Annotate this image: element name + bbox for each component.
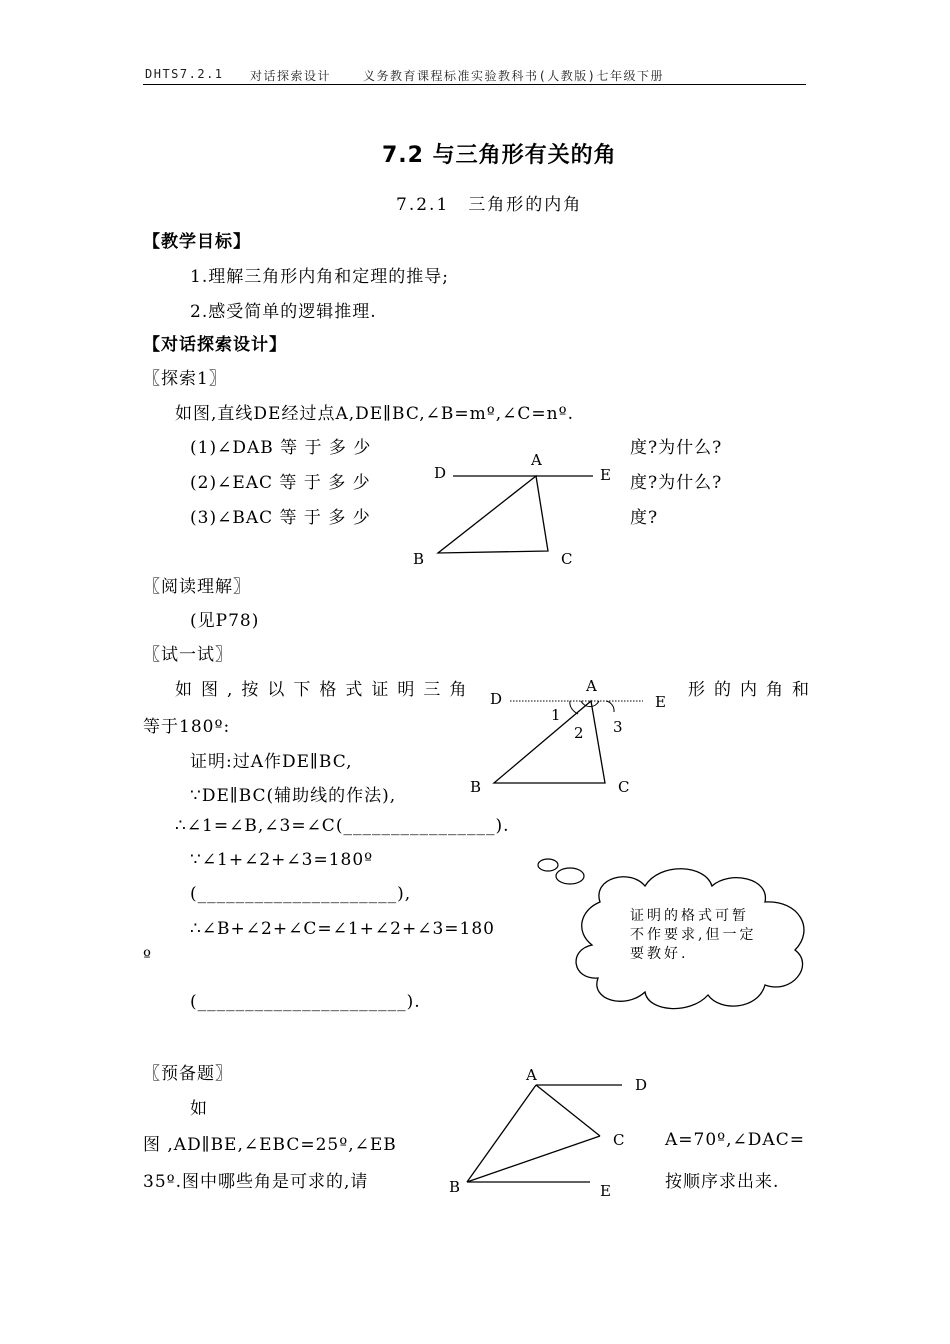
label-a: A [531,451,542,469]
explore1-question-2-tail: 度?为什么? [630,473,723,493]
goals-heading: 【教学目标】 [143,232,251,252]
label-d: D [635,1076,648,1094]
explore1-question-1-tail: 度?为什么? [630,438,723,458]
explore1-question-2: (2)∠EAC 等 于 多 少 [190,473,371,493]
prep-line-3: 35º.图中哪些角是可求的,请 [143,1172,369,1192]
proof-line: ∵∠1+∠2+∠3=180º [190,850,374,870]
prep-line-2-tail: A=70º,∠DAC= [665,1130,805,1150]
proof-line: (______________________). [190,992,421,1012]
prep-figure [440,1062,660,1202]
label-a: A [526,1066,537,1084]
header-book: 义务教育课程标准实验教科书(人教版)七年级下册 [363,69,664,83]
label-c: C [613,1131,625,1149]
reading-heading: 〖阅读理解〗 [143,577,251,597]
try-heading: 〖试一试〗 [143,645,233,665]
explore1-question-1: (1)∠DAB 等 于 多 少 [190,438,372,458]
goal-item: 2.感受简单的逻辑推理. [190,302,377,322]
explore1-question-3-tail: 度? [630,508,659,528]
header-section: 对话探索设计 [250,69,332,83]
label-b: B [449,1178,461,1196]
cloud-note: 证明的格式可暂 不作要求,但一定 要教好. [630,908,757,962]
proof-line: (_____________________), [190,884,412,904]
label-a: A [586,677,597,695]
label-e: E [655,693,666,711]
label-b: B [413,550,425,568]
header-code: DHTS7.2.1 [145,67,224,81]
explore1-question-3: (3)∠BAC 等 于 多 少 [190,508,371,528]
label-angle-1: 1 [551,706,561,724]
prep-line-3-tail: 按顺序求出来. [665,1172,780,1192]
proof-line: º [143,947,152,967]
explore1-intro: 如图,直线DE经过点A,DE∥BC,∠B=mº,∠C=nº. [175,404,574,424]
prep-heading: 〖预备题〗 [143,1064,233,1084]
explore1-heading: 〖探索1〗 [143,369,227,389]
try-line-2: 等于180º: [143,717,231,737]
label-c: C [618,778,630,796]
dialog-heading: 【对话探索设计】 [143,335,287,355]
proof-line: ∴∠1=∠B,∠3=∠C(________________). [175,816,510,836]
goal-item: 1.理解三角形内角和定理的推导; [190,267,449,287]
prep-line-2: 图 ,AD∥BE,∠EBC=25º,∠EB [143,1135,397,1155]
label-c: C [561,550,573,568]
try-triangle-figure [470,672,680,802]
proof-line: 证明:过A作DE∥BC, [190,752,353,772]
label-angle-2: 2 [574,724,584,742]
prep-line-1: 如 [190,1099,208,1119]
section-subtitle: 7.2.1 三角形的内角 [396,195,583,215]
header-rule [143,84,806,85]
explore1-triangle-figure [405,445,630,575]
proof-line: ∵DE∥BC(辅助线的作法), [190,786,397,806]
label-angle-3: 3 [613,718,623,736]
page-title: 7.2 与三角形有关的角 [382,143,617,168]
label-d: D [490,690,503,708]
label-d: D [434,464,447,482]
try-line-1-tail: 形的内角和 [688,680,818,700]
label-b: B [470,778,482,796]
label-e: E [600,1182,611,1200]
label-e: E [600,466,611,484]
try-line-1: 如图,按以下格式证明三角 [175,680,476,700]
proof-line: ∴∠B+∠2+∠C=∠1+∠2+∠3=180 [190,919,495,939]
reading-reference: (见P78) [190,611,260,631]
